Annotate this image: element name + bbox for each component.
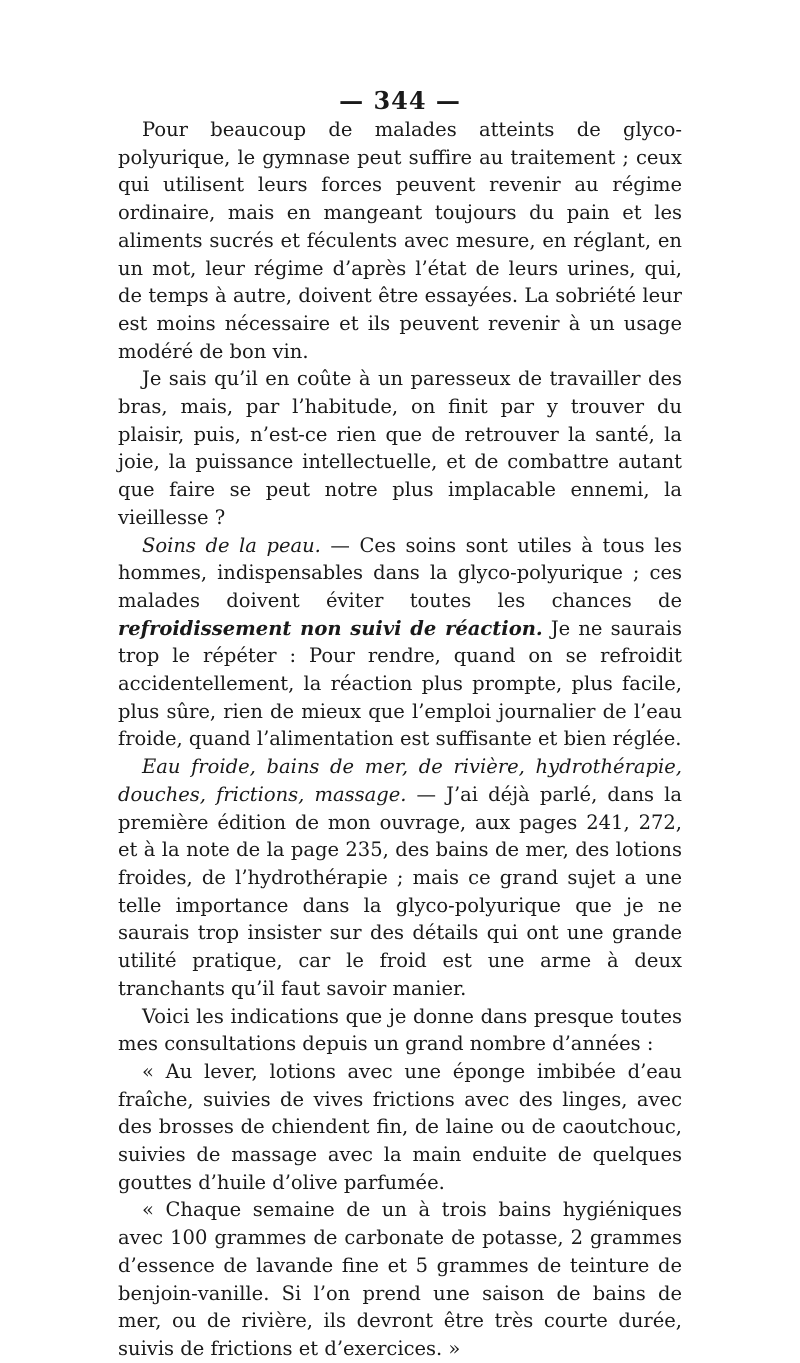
section-heading-skin-care: Soins de la peau. <box>142 533 321 557</box>
skin-care-emphasis: refroidissement non suivi de réaction. <box>118 616 543 640</box>
paragraph-skin-care <box>118 532 682 754</box>
section-heading-cold-water: Eau froide, bains de mer, de rivière, hydrothérapie, douches, frictions, massage. <box>118 755 682 806</box>
page-number: — 344 — <box>339 86 461 115</box>
paragraph-morning-lotions: « Au lever, lotions avec une éponge imbibée d’eau fraîche, suivies de vives frictions avec des linges, avec des brosses de chiendent fin, de laine ou de caoutchouc, suivies de massage avec la main enduite de quelques gouttes d’huile d’olive parfumée. <box>118 1059 682 1194</box>
paragraph-exercise: Je sais qu’il en coûte à un paresseux de travailler des bras, mais, par l’habitude, on finit par y trouver du plaisir, puis, n’est-ce rien que de retrouver la santé, la joie, la puissance intellectuelle, et de combattre autant que faire se peut notre plus implacable ennemi, la vieillesse ? <box>118 367 682 529</box>
cold-water-text: J’ai déjà parlé, dans la première édition de mon ouvrage, aux pages 241, 272, et à la note de la page 235, des bains de mer, des lotions froides, de l’hydrothérapie ; mais ce grand sujet a une telle importance dans la glyco-polyurique que je ne saurais trop insister sur des détails qui ont une grande utilité pratique, car le froid est une arme à deux tranchants qu’il faut savoir manier. <box>118 782 682 1000</box>
skin-care-text-start: Ces soins sont utiles à tous les hommes, indispensables dans la glyco-polyurique ; ces malades doivent éviter toutes les chances de <box>118 533 682 612</box>
paragraph-weekly-baths: « Chaque semaine de un à trois bains hygiéniques avec 100 grammes de carbonate de potasse, 2 grammes d’essence de lavande fine et 5 grammes de teinture de benjoin-vanille. Si l’on prend une saison de bains de mer, ou de rivière, ils devront être très courte durée, suivis de frictions et d’exercices. » <box>118 1198 682 1360</box>
body-text <box>118 116 682 1363</box>
heading-dash: — <box>406 782 447 806</box>
paragraph-gymnasium: Pour beaucoup de malades atteints de glyco-polyurique, le gymnase peut suffire au traitement ; ceux qui utilisent leurs forces peuvent revenir au régime ordinaire, mais en mangeant toujours du pain et les aliments sucrés et féculents avec mesure, en réglant, en un mot, leur régime d’après l’état de leurs urines, qui, de temps à autre, doivent être essayées. La sobriété leur est moins nécessaire et ils peuvent revenir à un usage modéré de bon vin. <box>118 118 682 363</box>
heading-dash: — <box>320 533 360 557</box>
skin-care-text-end: Je ne saurais trop le répéter : Pour rendre, quand on se refroidit accidentellement, la réaction plus prompte, plus facile, plus sûre, rien de mieux que l’emploi journalier de l’eau froide, quand l’alimentation est suffisante et bien réglée. <box>118 616 682 751</box>
paragraph-cold-water <box>118 753 682 1002</box>
paragraph-indications: Voici les indications que je donne dans presque toutes mes consultations depuis un grand nombre d’années : <box>118 1004 682 1056</box>
